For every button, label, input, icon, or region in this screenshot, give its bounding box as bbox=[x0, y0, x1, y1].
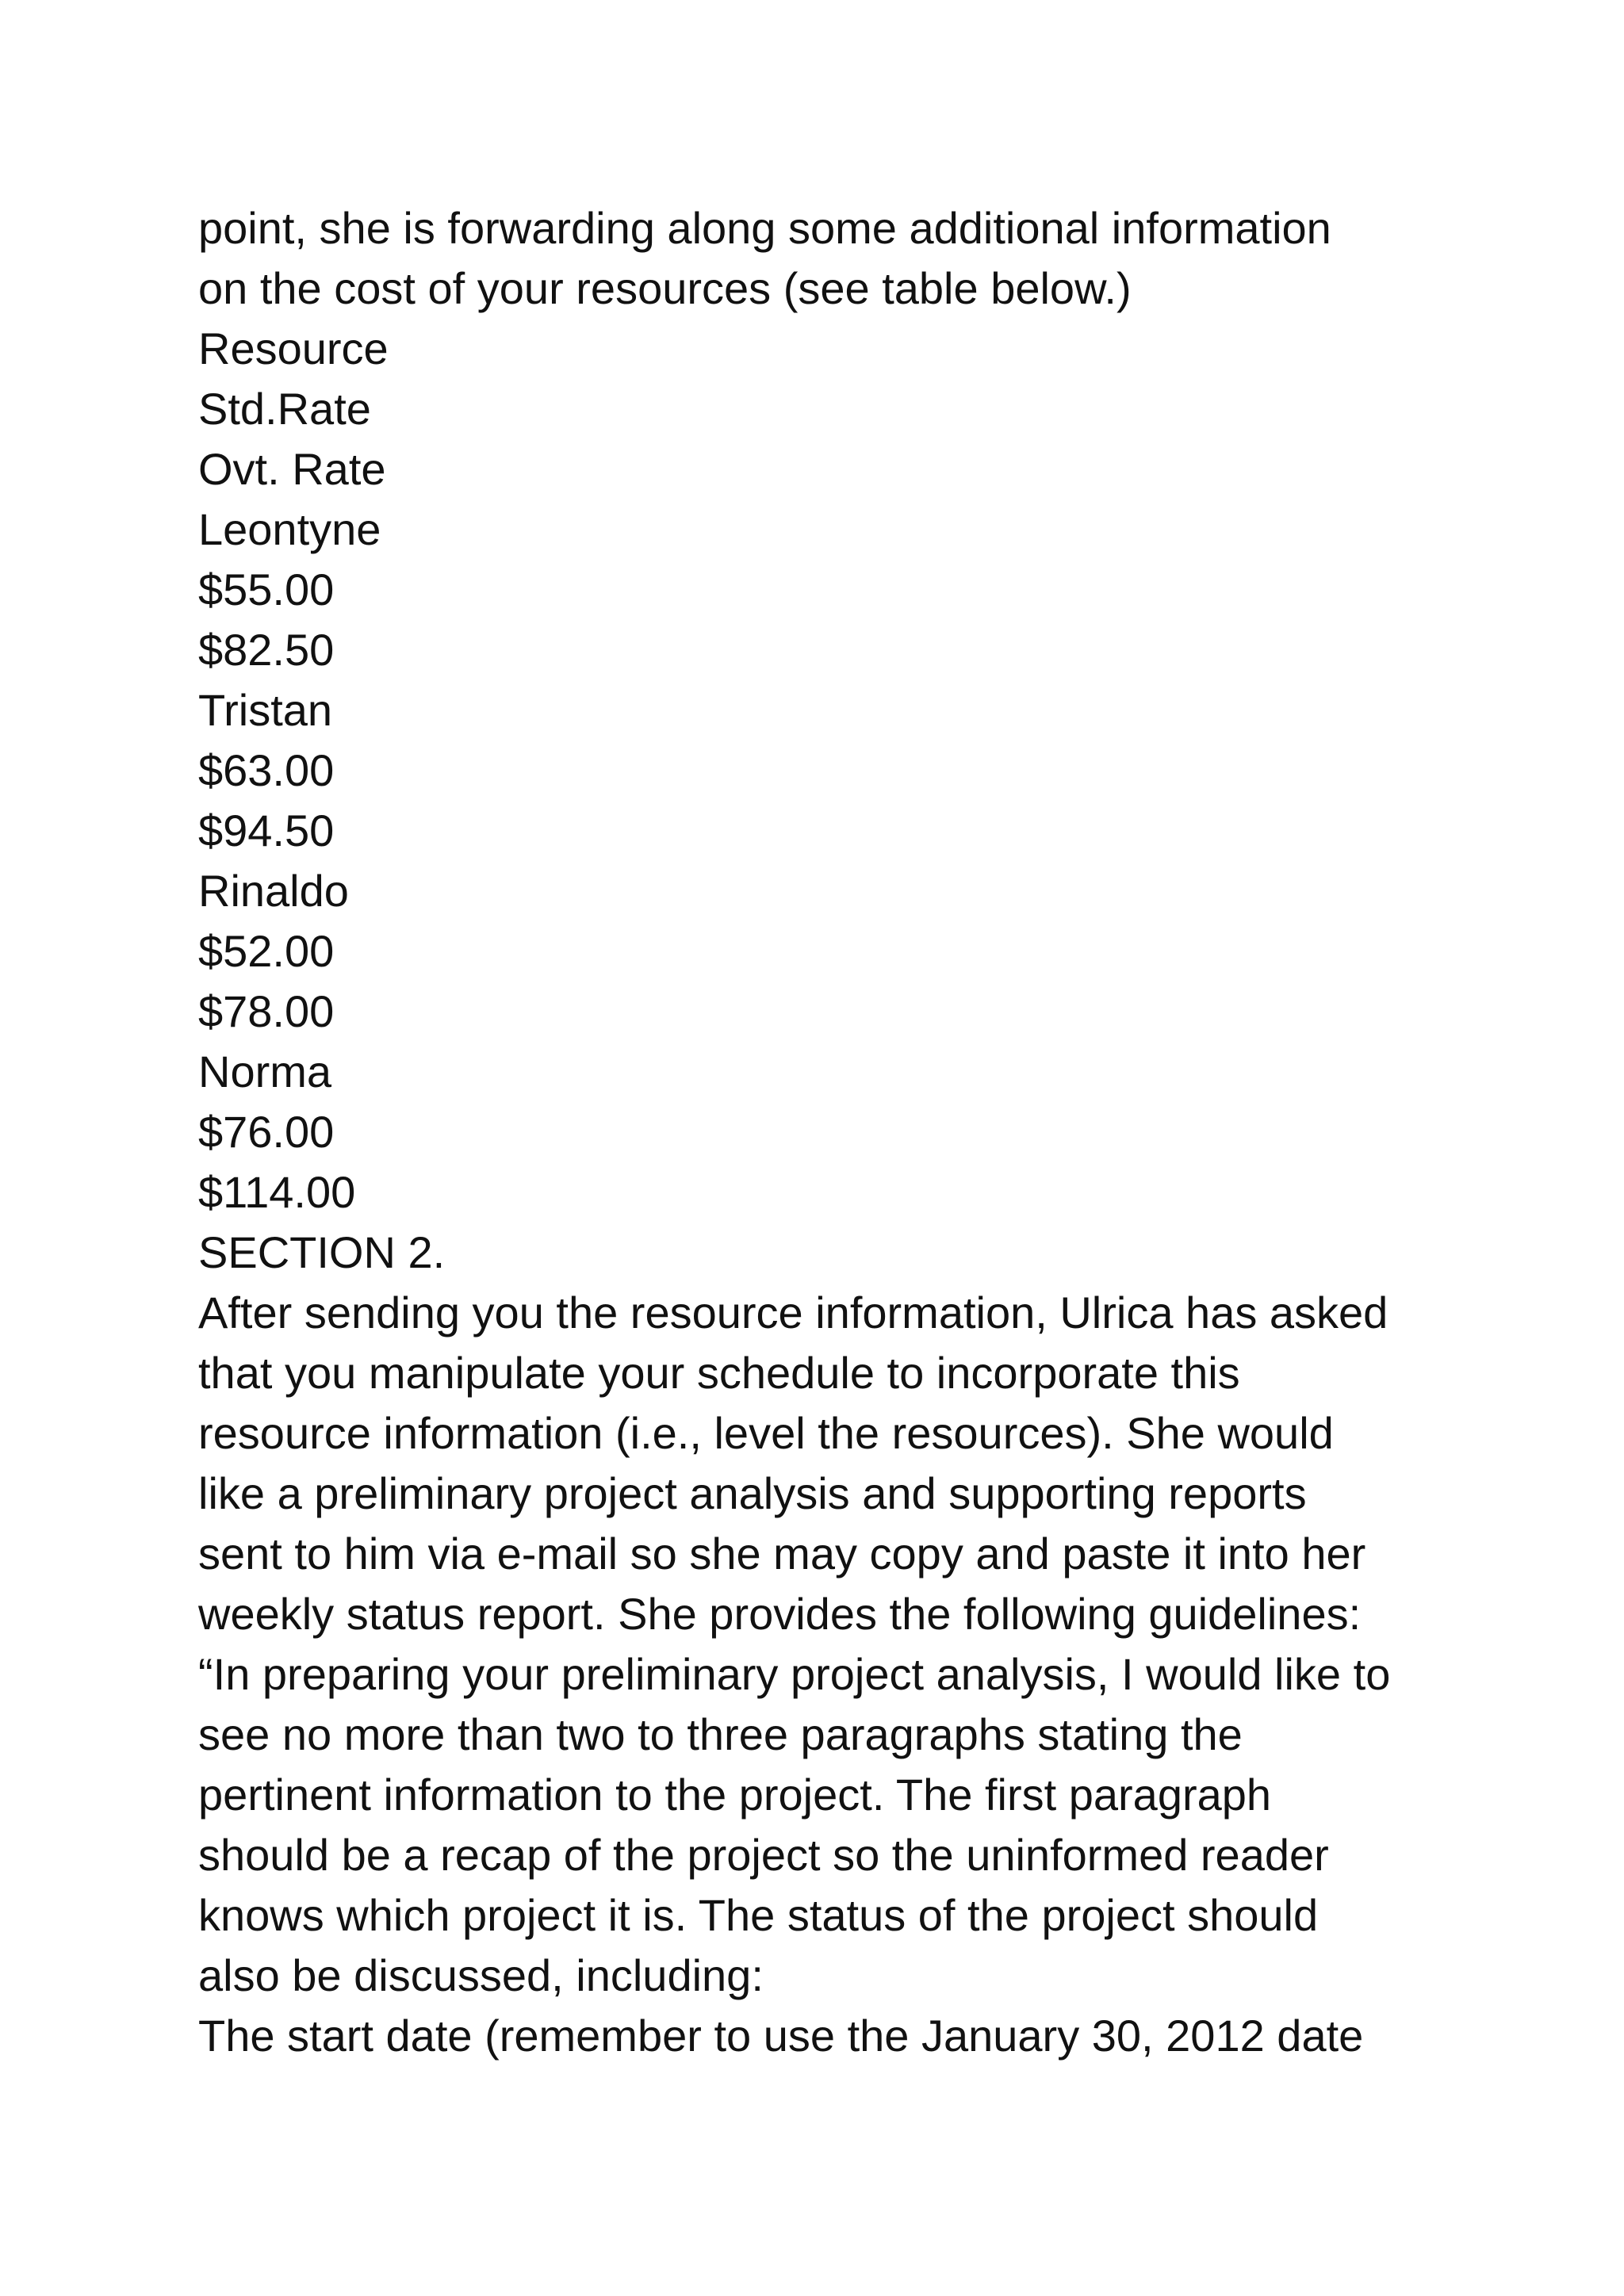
resource-ovt-rate-rinaldo: $78.00 bbox=[198, 986, 335, 1036]
text-line-body-10: should be a recap of the project so the uninformed reader bbox=[198, 1830, 1329, 1880]
text-line-body-11: knows which project it is. The status of the project should bbox=[198, 1890, 1319, 1940]
text-line-body-4: like a preliminary project analysis and supporting reports bbox=[198, 1468, 1307, 1518]
resource-ovt-rate-leontyne: $82.50 bbox=[198, 625, 335, 675]
document-page bbox=[198, 198, 1562, 2066]
resource-ovt-rate-norma: $114.00 bbox=[198, 1167, 356, 1217]
resource-std-rate-tristan: $63.00 bbox=[198, 745, 335, 795]
table-header-std-rate: Std.Rate bbox=[198, 384, 371, 434]
resource-name-leontyne: Leontyne bbox=[198, 504, 381, 554]
text-line-body-1: After sending you the resource information, Ulrica has asked bbox=[198, 1288, 1388, 1337]
text-line-body-13: The start date (remember to use the January 30, 2012 date bbox=[198, 2011, 1364, 2061]
text-line-intro-1: point, she is forwarding along some additional information bbox=[198, 203, 1331, 253]
resource-ovt-rate-tristan: $94.50 bbox=[198, 806, 335, 855]
table-header-ovt-rate: Ovt. Rate bbox=[198, 444, 386, 494]
resource-name-tristan: Tristan bbox=[198, 685, 333, 735]
resource-std-rate-rinaldo: $52.00 bbox=[198, 926, 335, 976]
section-heading: SECTION 2. bbox=[198, 1227, 446, 1277]
text-line-body-5: sent to him via e-mail so she may copy and paste it into her bbox=[198, 1529, 1366, 1578]
resource-name-norma: Norma bbox=[198, 1047, 332, 1096]
table-header-resource: Resource bbox=[198, 323, 389, 373]
text-line-body-12: also be discussed, including: bbox=[198, 1950, 764, 2000]
resource-std-rate-leontyne: $55.00 bbox=[198, 564, 335, 614]
text-line-body-8: see no more than two to three paragraphs stating the bbox=[198, 1709, 1243, 1759]
text-line-body-9: pertinent information to the project. The first paragraph bbox=[198, 1770, 1272, 1820]
text-line-body-7: “In preparing your preliminary project analysis, I would like to bbox=[198, 1649, 1391, 1699]
text-line-body-2: that you manipulate your schedule to incorporate this bbox=[198, 1348, 1240, 1398]
text-line-body-6: weekly status report. She provides the following guidelines: bbox=[198, 1589, 1362, 1639]
text-line-body-3: resource information (i.e., level the resources). She would bbox=[198, 1408, 1334, 1458]
resource-std-rate-norma: $76.00 bbox=[198, 1107, 335, 1157]
text-line-intro-2: on the cost of your resources (see table below.) bbox=[198, 263, 1132, 313]
resource-name-rinaldo: Rinaldo bbox=[198, 866, 349, 916]
